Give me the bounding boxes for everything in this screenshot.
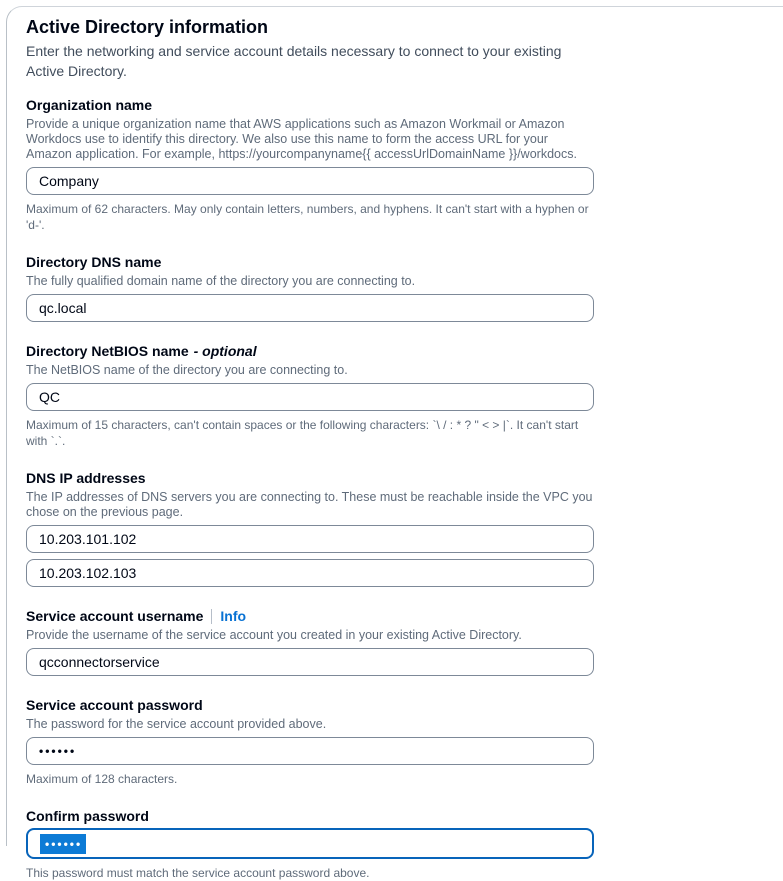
dns-ip-addresses-label: DNS IP addresses [26,470,146,486]
directory-netbios-name-label: Directory NetBIOS name [26,343,189,359]
confirm-password-label: Confirm password [26,808,149,824]
organization-name-description: Provide a unique organization name that AWS applications such as Amazon Workmail or Amazon Workdocs use to identify this directory. We also use this name to form the access URL for your Amazon application. For example, https://yourcompanyname{{ accessUrlDomainName }}/workdocs. [26,117,577,161]
directory-netbios-name-constraint-text: Maximum of 15 characters, can't contain spaces or the following characters: `\ / : * ? " < > |`. It can't start with `.`. [26,418,579,448]
field-label-row [26,807,594,825]
organization-name-input[interactable] [26,167,594,195]
directory-netbios-name-input[interactable] [26,383,594,411]
service-account-username-description: Provide the username of the service account you created in your existing Active Directory. [26,628,522,642]
field-service-account-password [26,696,594,787]
label-divider [211,609,212,624]
confirm-password-constraint-text: This password must match the service account password above. [26,866,370,880]
optional-label: - optional [193,343,257,359]
field-confirm-password [26,807,594,881]
ad-form [26,96,594,881]
field-directory-dns-name [26,253,594,322]
field-organization-name [26,96,594,233]
organization-name-value: Company [39,173,99,189]
directory-dns-name-value: qc.local [39,300,87,316]
field-label-row [26,253,594,271]
field-service-account-username [26,607,594,676]
dns-ip-addresses-value: 10.203.101.102 [39,531,137,547]
service-account-password-description: The password for the service account provided above. [26,717,327,731]
service-account-password-input[interactable] [26,737,594,765]
service-account-username-input[interactable] [26,648,594,676]
service-account-password-constraint-text: Maximum of 128 characters. [26,772,178,786]
field-label-row [26,96,594,114]
dns-ip-addresses-input-2[interactable] [26,559,594,587]
field-label-row [26,696,594,714]
field-label-row [26,607,594,625]
organization-name-constraint-text: Maximum of 62 characters. May only contain letters, numbers, and hyphens. It can't start with a hyphen or 'd-'. [26,202,589,232]
directory-netbios-name-description: The NetBIOS name of the directory you are connecting to. [26,363,348,377]
organization-name-label: Organization name [26,97,153,113]
service-account-username-value: qcconnectorservice [39,654,160,670]
field-directory-netbios-name [26,342,594,449]
field-dns-ip-addresses [26,469,594,587]
directory-dns-name-description: The fully qualified domain name of the directory you are connecting to. [26,274,416,288]
field-label-row [26,342,594,360]
dns-ip-addresses-value: 10.203.102.103 [39,565,137,581]
service-account-username-info-link[interactable]: Info [220,608,247,624]
service-account-password-label: Service account password [26,697,203,713]
service-account-password-value: •••••• [39,744,77,758]
directory-netbios-name-value: QC [39,389,60,405]
dns-ip-addresses-description: The IP addresses of DNS servers you are connecting to. These must be reachable inside the VPC you chose on the previous page. [26,490,593,519]
confirm-password-input[interactable] [26,828,594,859]
active-directory-panel [6,6,783,880]
page-subtitle: Enter the networking and service account details necessary to connect to your existing Active Directory. [26,43,562,79]
directory-dns-name-label: Directory DNS name [26,254,162,270]
page-title: Active Directory information [26,17,269,37]
service-account-username-label: Service account username [26,608,204,624]
field-label-row [26,469,594,487]
directory-dns-name-input[interactable] [26,294,594,322]
confirm-password-value: •••••• [40,834,86,854]
dns-ip-addresses-input-1[interactable] [26,525,594,553]
